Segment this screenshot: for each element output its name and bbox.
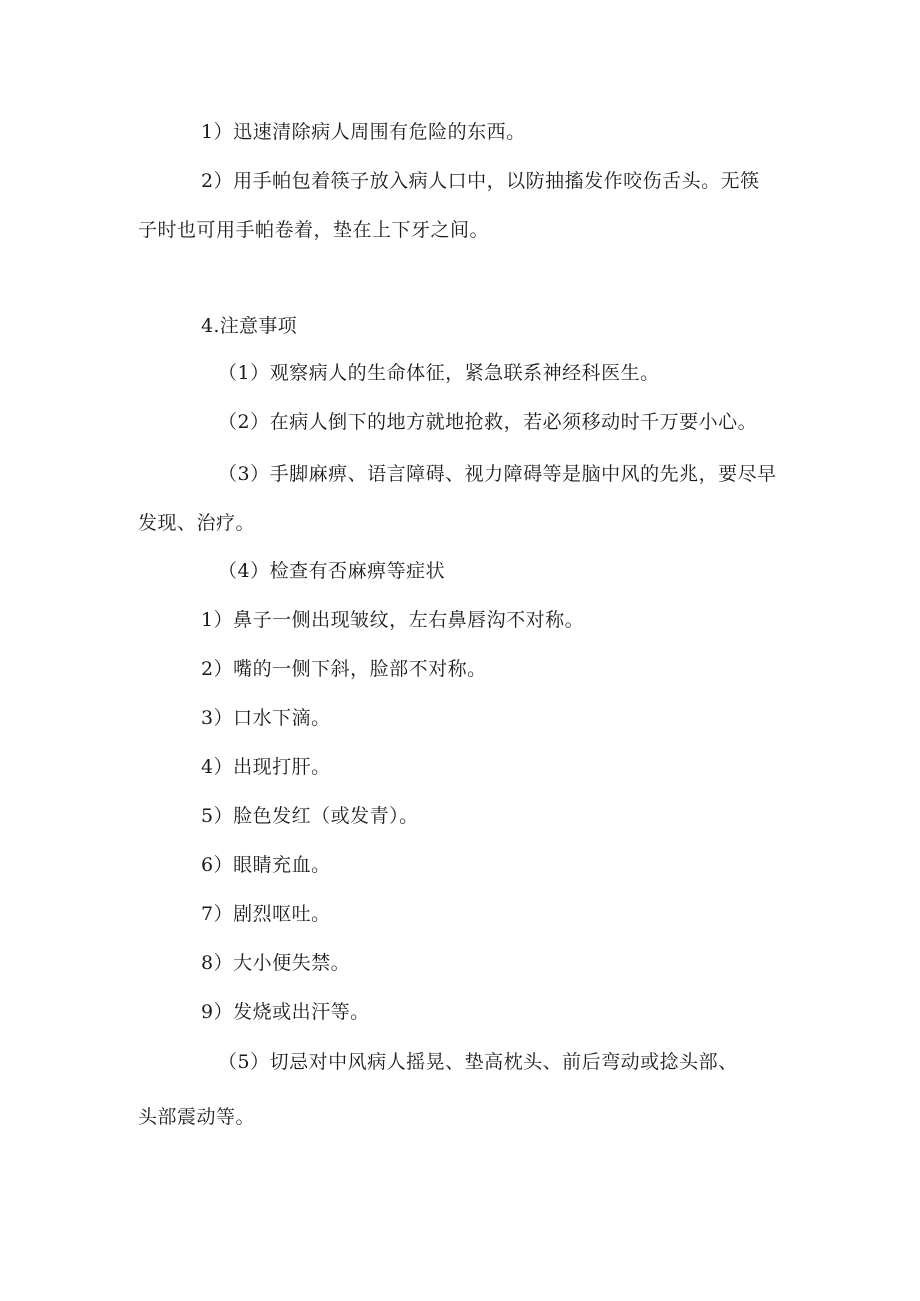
intro-item-2: 2）用手帕包着筷子放入病人口中，以防抽搐发作咬伤舌头。无筷 bbox=[201, 170, 760, 192]
note-3: （3）手脚麻痹、语言障碍、视力障碍等是脑中风的先兆，要尽早 bbox=[218, 463, 777, 485]
intro-item-1: 1）迅速清除病人周围有危险的东西。 bbox=[201, 121, 526, 143]
note-2: （2）在病人倒下的地方就地抢救，若必须移动时千万要小心。 bbox=[218, 411, 758, 433]
intro-item-2-continued: 子时也可用手帕卷着，垫在上下牙之间。 bbox=[138, 219, 490, 241]
section-heading: 4.注意事项 bbox=[201, 315, 297, 337]
symptom-7: 7）剧烈呕吐。 bbox=[201, 903, 331, 925]
note-5: （5）切忌对中风病人摇晃、垫高枕头、前后弯动或捻头部、 bbox=[218, 1051, 738, 1073]
symptom-6: 6）眼睛充血。 bbox=[201, 854, 331, 876]
symptom-2: 2）嘴的一侧下斜，脸部不对称。 bbox=[201, 658, 487, 680]
symptom-5: 5）脸色发红（或发青）。 bbox=[201, 805, 419, 827]
note-5-continued: 头部震动等。 bbox=[138, 1106, 256, 1128]
symptom-8: 8）大小便失禁。 bbox=[201, 952, 351, 974]
note-3-continued: 发现、治疗。 bbox=[138, 512, 256, 534]
symptom-3: 3）口水下滴。 bbox=[201, 707, 331, 729]
symptom-4: 4）出现打肝。 bbox=[201, 756, 331, 778]
note-4: （4）检查有否麻痹等症状 bbox=[218, 560, 446, 582]
symptom-1: 1）鼻子一侧出现皱纹，左右鼻唇沟不对称。 bbox=[201, 609, 585, 631]
symptom-9: 9）发烧或出汗等。 bbox=[201, 1001, 370, 1023]
note-1: （1）观察病人的生命体征，紧急联系神经科医生。 bbox=[218, 362, 660, 384]
